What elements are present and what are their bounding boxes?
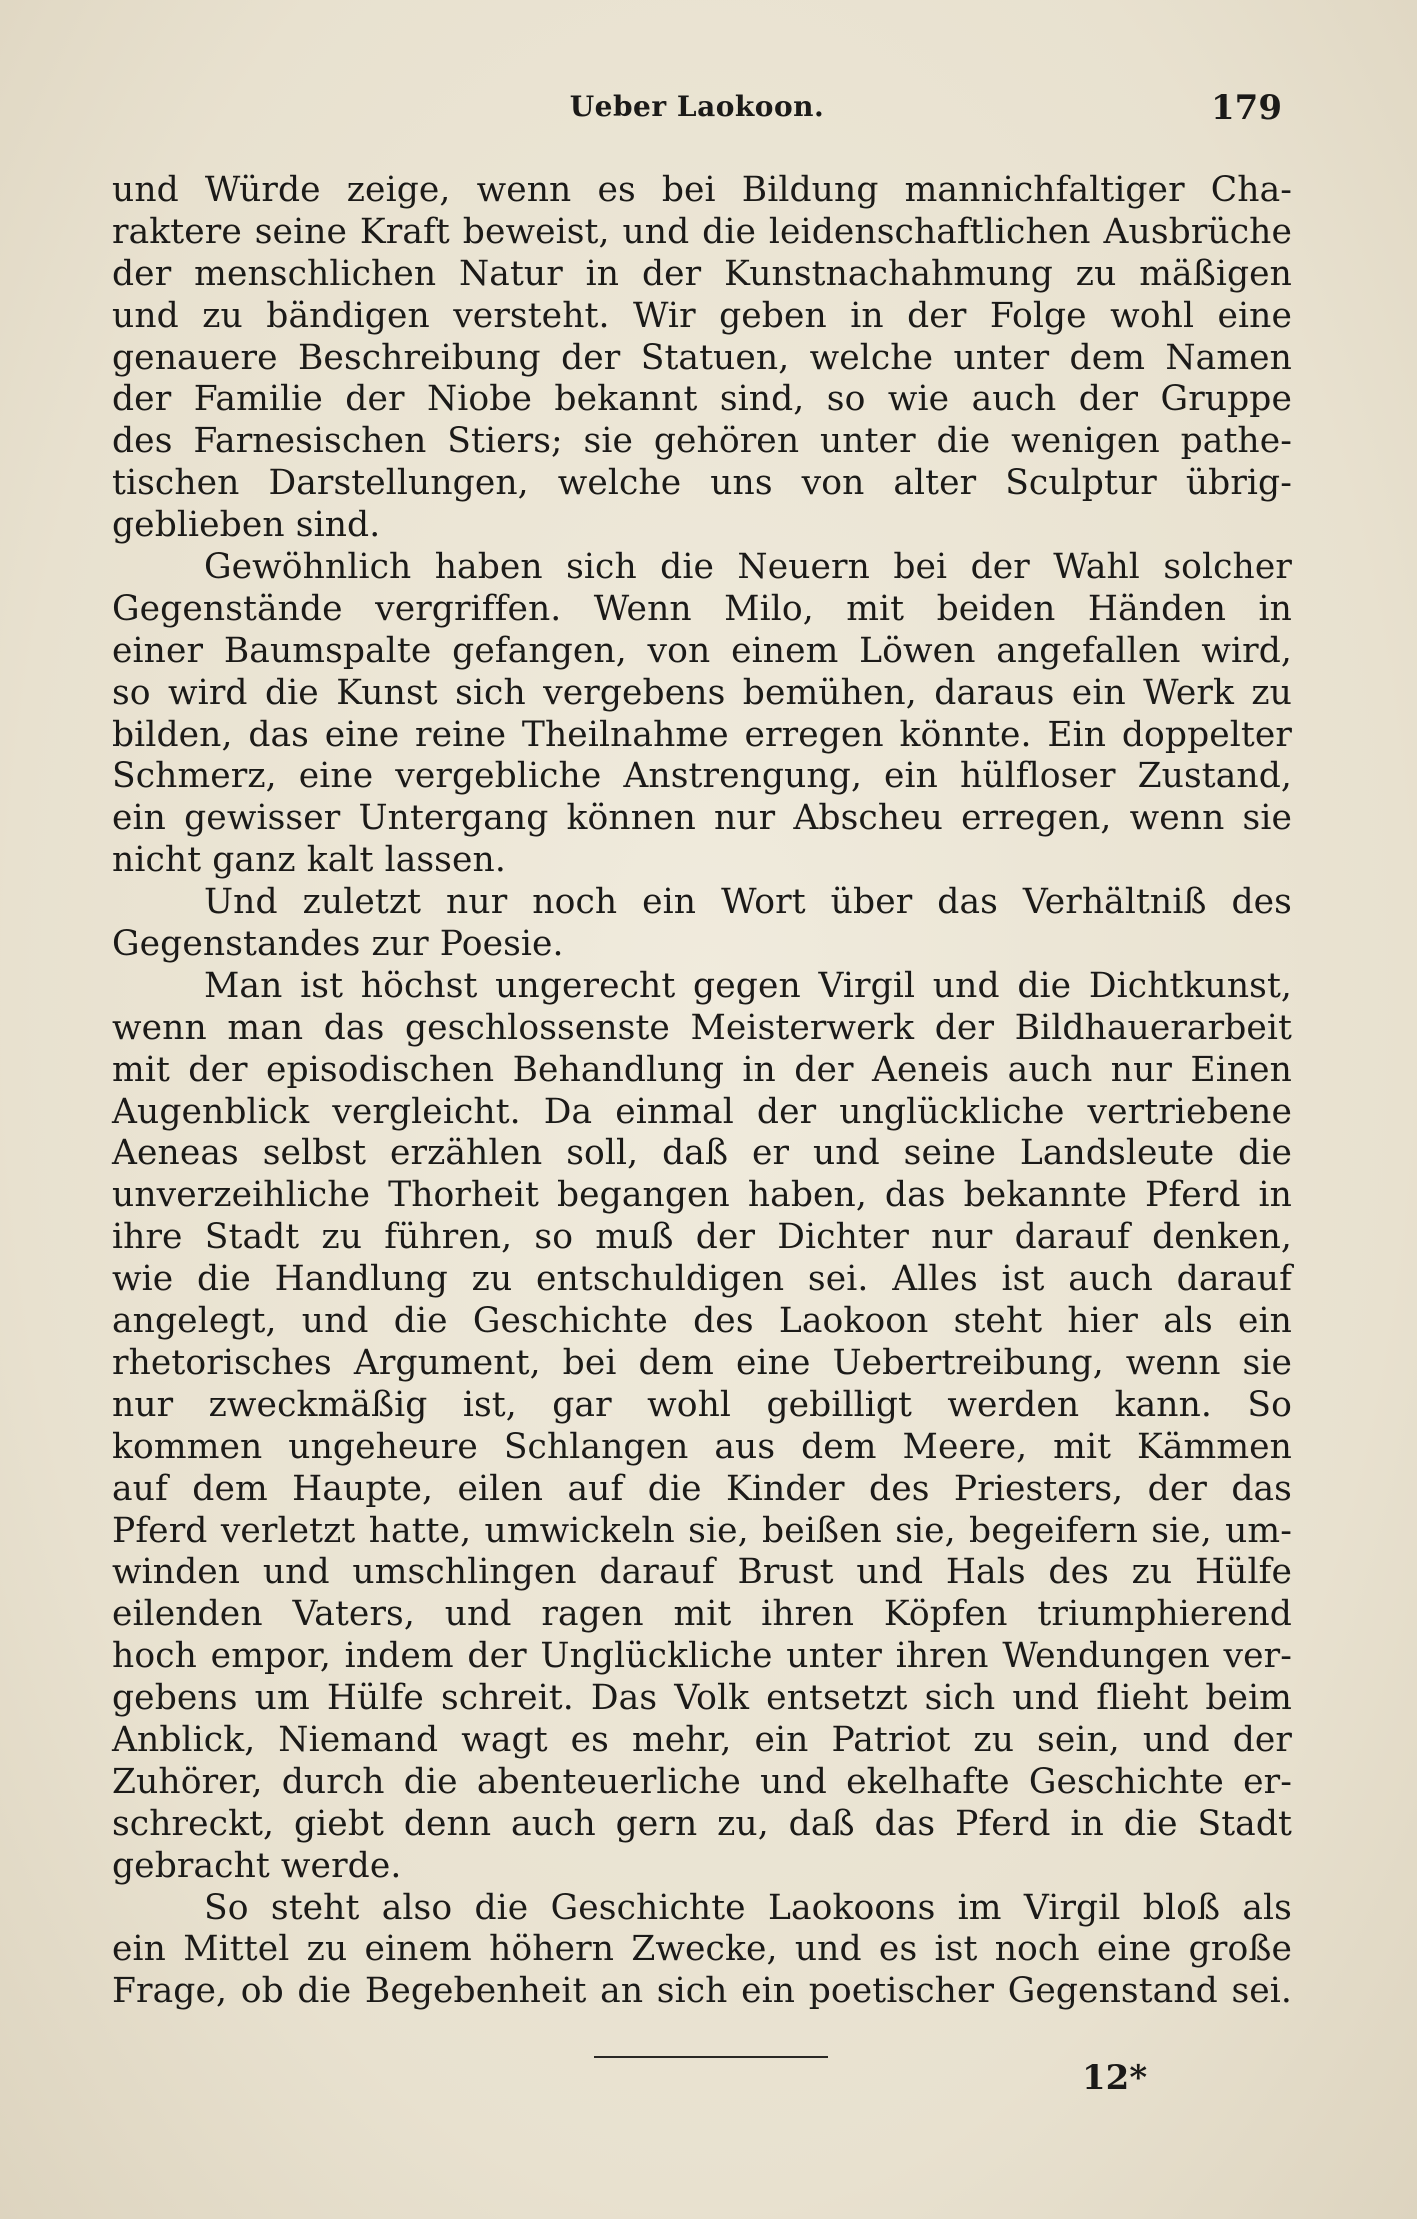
text-line: und Würde zeige, wenn es bei Bildung mannichfaltiger Cha- (112, 170, 1292, 210)
body-text (112, 170, 1292, 2013)
text-line: des Farnesischen Stiers; sie gehören unter die wenigen pathe- (112, 421, 1292, 462)
text-line: so wird die Kunst sich vergebens bemühen, daraus ein Werk zu (112, 672, 1292, 713)
text-line: hoch empor, indem der Unglückliche unter ihren Wendungen ver- (112, 1636, 1292, 1677)
text-line: Frage, ob die Begebenheit an sich ein poetischer Gegenstand sei. (112, 1971, 1292, 2012)
text-line: unverzeihliche Thorheit begangen haben, das bekannte Pferd in (112, 1175, 1292, 1216)
text-line: auf dem Haupte, eilen auf die Kinder des Priesters, der das (112, 1468, 1292, 1509)
text-line: Man ist höchst ungerecht gegen Virgil und die Dichtkunst, (204, 965, 1292, 1006)
text-line: einer Baumspalte gefangen, von einem Löwen angefallen wird, (112, 630, 1292, 671)
text-line: ihre Stadt zu führen, so muß der Dichter nur darauf denken, (112, 1217, 1292, 1258)
page-header (112, 88, 1282, 128)
text-line: nicht ganz kalt lassen. (112, 840, 506, 881)
text-line: tischen Darstellungen, welche uns von alter Sculptur übrig- (112, 463, 1292, 504)
text-line: Zuhörer, durch die abenteuerliche und ekelhafte Geschichte er- (112, 1761, 1292, 1802)
text-line: nur zweckmäßig ist, gar wohl gebilligt werden kann. So (112, 1384, 1292, 1425)
text-line: Gegenstandes zur Poesie. (112, 924, 564, 965)
text-line: So steht also die Geschichte Laokoons im Virgil bloß als (204, 1887, 1292, 1928)
text-line: schreckt, giebt denn auch gern zu, daß das Pferd in die Stadt (112, 1803, 1292, 1844)
text-line: raktere seine Kraft beweist, und die leidenschaftlichen Ausbrüche (112, 211, 1292, 252)
text-line: Anblick, Niemand wagt es mehr, ein Patriot zu sein, und der (112, 1719, 1292, 1760)
text-line: wenn man das geschlossenste Meisterwerk der Bildhauerarbeit (112, 1007, 1292, 1048)
text-line: geblieben sind. (112, 505, 381, 546)
text-line: Augenblick vergleicht. Da einmal der unglückliche vertriebene (112, 1091, 1292, 1132)
footer-rule (594, 2056, 828, 2058)
text-line: genauere Beschreibung der Statuen, welche unter dem Namen (112, 337, 1292, 378)
text-line: mit der episodischen Behandlung in der Aeneis auch nur Einen (112, 1049, 1292, 1090)
text-line: Und zuletzt nur noch ein Wort über das Verhältniß des (204, 882, 1292, 923)
signature-mark: 12* (1082, 2058, 1148, 2098)
text-line: Schmerz, eine vergebliche Anstrengung, ein hülfloser Zustand, (112, 756, 1292, 797)
text-line: Aeneas selbst erzählen soll, daß er und seine Landsleute die (112, 1133, 1292, 1174)
running-title: Ueber Laokoon. (569, 90, 825, 123)
text-line: ein Mittel zu einem höhern Zwecke, und es ist noch eine große (112, 1929, 1292, 1970)
page-number: 179 (1211, 88, 1282, 128)
text-line: Pferd verletzt hatte, umwickeln sie, beißen sie, begeifern sie, um- (112, 1510, 1292, 1551)
text-line: winden und umschlingen darauf Brust und Hals des zu Hülfe (112, 1552, 1292, 1593)
text-line: eilenden Vaters, und ragen mit ihren Köpfen triumphierend (112, 1594, 1292, 1635)
text-line: ein gewisser Untergang können nur Abscheu erregen, wenn sie (112, 798, 1292, 839)
text-line: und zu bändigen versteht. Wir geben in der Folge wohl eine (112, 295, 1292, 336)
text-line: gebracht werde. (112, 1845, 402, 1886)
text-line: wie die Handlung zu entschuldigen sei. Alles ist auch darauf (112, 1259, 1292, 1300)
text-line: der Familie der Niobe bekannt sind, so wie auch der Gruppe (112, 379, 1292, 420)
text-line: kommen ungeheure Schlangen aus dem Meere, mit Kämmen (112, 1426, 1292, 1467)
text-line: der menschlichen Natur in der Kunstnachahmung zu mäßigen (112, 253, 1292, 294)
text-line: gebens um Hülfe schreit. Das Volk entsetzt sich und flieht beim (112, 1678, 1292, 1719)
text-line: bilden, das eine reine Theilnahme erregen könnte. Ein doppelter (112, 714, 1292, 755)
text-line: Gegenstände vergriffen. Wenn Milo, mit beiden Händen in (112, 588, 1292, 629)
text-line: rhetorisches Argument, bei dem eine Uebertreibung, wenn sie (112, 1342, 1292, 1383)
text-line: Gewöhnlich haben sich die Neuern bei der Wahl solcher (204, 547, 1292, 588)
text-line: angelegt, und die Geschichte des Laokoon steht hier als ein (112, 1301, 1292, 1342)
